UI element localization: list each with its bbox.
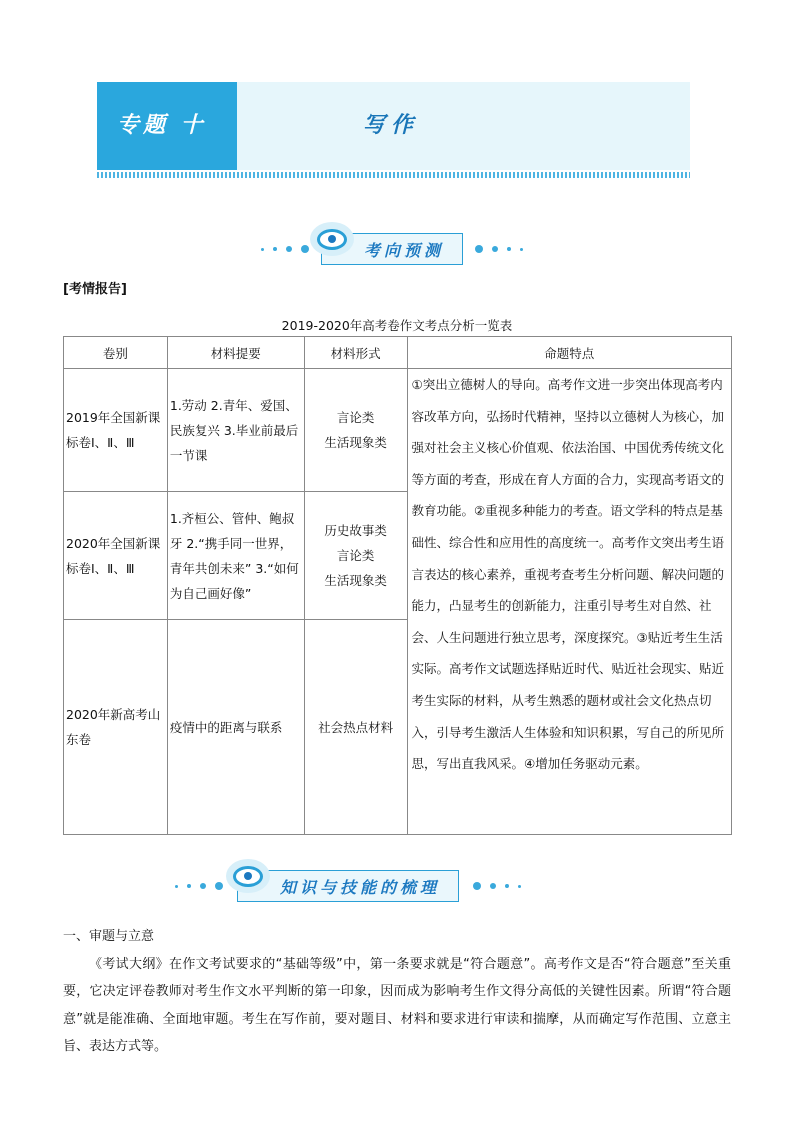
- cell-features: ①突出立德树人的导向。高考作文进一步突出体现高考内容改革方向，弘扬时代精神，坚持以立德树人为核心，加强对社会主义核心价值观、依法治国、中国优秀传统文化等方面的考查，形成在育人方面的合力，实现高考语文的教育功能。②重视多种能力的考查。语文学科的特点是基础性、综合性和应用性的高度统一。高考作文突出考生语言表达的核心素养，重视考查考生分析问题、解决问题的能力，凸显考生的创新能力，注重引导考生对自然、社会、人生问题进行独立思考，深度探究。③贴近考生生活实际。高考作文试题选择贴近时代、贴近社会现实、贴近考生实际的材料，从考生熟悉的题材或社会文化热点切入，引导考生激活人生体验和知识积累，写自己的所见所思，写出直我风采。④增加任务驱动元素。: [407, 369, 731, 835]
- page-title: 写作: [363, 113, 420, 138]
- header-cell: 命题特点: [407, 337, 731, 369]
- cell-summary: 1.劳动 2.青年、爱国、民族复兴 3.毕业前最后一节课: [167, 369, 304, 492]
- section-title-knowledge: 知识与技能的梳理: [280, 877, 441, 897]
- header-cell: 卷别: [64, 337, 168, 369]
- eye-icon: [226, 859, 270, 893]
- chapter-label: 专题 十: [117, 113, 207, 138]
- section-heading: 一、审题与立意: [63, 929, 155, 944]
- cell-summary: 疫情中的距离与联系: [167, 620, 304, 835]
- header-cell: 材料提要: [167, 337, 304, 369]
- table-header-row: [64, 337, 732, 369]
- chapter-block: [97, 82, 237, 170]
- header-cell: 材料形式: [304, 337, 407, 369]
- analysis-table: [63, 336, 732, 835]
- body-paragraph: 《考试大纲》在作文考试要求的“基础等级”中，第一条要求就是“符合题意”。高考作文是否“符合题意”至关重要，它决定评卷教师对考生作文水平判断的第一印象，因而成为影响考生作文得分高低的关键性因素。所谓“符合题意”就是能准确、全面地审题。考生在写作前，要对题目、材料和要求进行审读和揣摩，从而确定写作范围、立意主旨、表达方式等。: [63, 957, 731, 1054]
- cell-paper: 2020年新高考山东卷: [64, 620, 168, 835]
- badge-dots-right: [473, 882, 521, 890]
- cell-paper: 2020年全国新课标卷Ⅰ、Ⅱ、Ⅲ: [64, 492, 168, 620]
- section-badge-forecast: [261, 233, 523, 265]
- section-badge-knowledge: [175, 870, 521, 902]
- badge-dots-left: [175, 882, 223, 890]
- header-banner: [97, 82, 690, 170]
- cell-form: 历史故事类 言论类 生活现象类: [304, 492, 407, 620]
- cell-form: 言论类 生活现象类: [304, 369, 407, 492]
- section-title-forecast: 考向预测: [364, 240, 445, 260]
- report-label: [考情报告]: [63, 282, 127, 297]
- badge-box: [237, 870, 459, 902]
- eye-icon: [310, 222, 354, 256]
- badge-dots-left: [261, 245, 309, 253]
- banner-divider: [97, 172, 690, 178]
- table-row: [64, 369, 732, 492]
- table-caption: 2019-2020年高考卷作文考点分析一览表: [281, 318, 513, 333]
- cell-summary: 1.齐桓公、管仲、鲍叔牙 2.“携手同一世界，青年共创未来” 3.“如何为自己画好像”: [167, 492, 304, 620]
- badge-box: [321, 233, 463, 265]
- cell-form: 社会热点材料: [304, 620, 407, 835]
- cell-paper: 2019年全国新课标卷Ⅰ、Ⅱ、Ⅲ: [64, 369, 168, 492]
- badge-dots-right: [475, 245, 523, 253]
